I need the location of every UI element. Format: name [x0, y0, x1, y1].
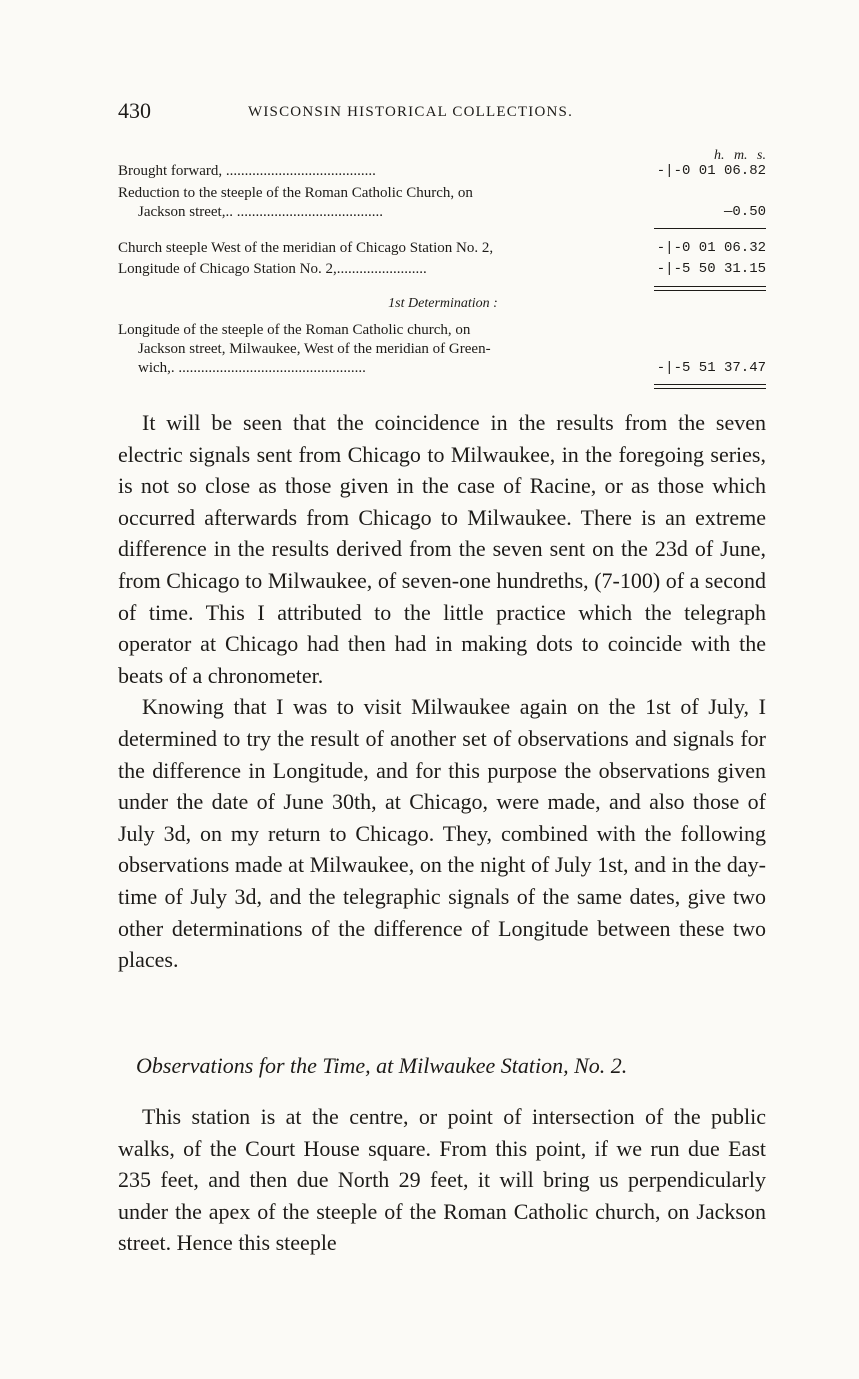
ledger-rule: [654, 384, 766, 385]
paragraph: Knowing that I was to visit Milwaukee again on the 1st of July, I determined to try the result of another set of observations and signals for the difference in Longitude, and for this purpose the observations given under the date of June 30th, at Chicago, were made, and also those of July 3d, on my return to Chicago. They, combined with the following observations made at Milwaukee, on the night of July 1st, and in the day-time of July 3d, and the telegraphic signals of the same dates, give two other determinations of the difference of Longitude between these two places.: [118, 694, 766, 973]
section-heading: Observations for the Time, at Milwaukee Station, No. 2.: [136, 1053, 628, 1078]
paragraph: It will be seen that the coincidence in the results from the seven electric signals sent from Chicago to Milwaukee, in the foregoing series, is not so close as those given in the case of Racine, or as those which occurred afterwards from Chicago to Milwaukee. There is an extreme difference in the results derived from the seven sent on the 23d of June, from Chicago to Milwaukee, of seven-one hundreths, (7-100) of a second of time. This I attributed to the little practice which the telegraph operator at Chicago had then had in making dots to coincide with the beats of a chronometer.: [118, 410, 766, 688]
body-section-2: [118, 1101, 766, 1259]
ledger-row: [118, 240, 768, 257]
ledger-rule: [654, 228, 766, 229]
determination-heading: 1st Determination :: [388, 296, 498, 311]
ledger-row: [118, 322, 768, 339]
ledger-row: [118, 341, 768, 358]
ledger-label: Longitude of Chicago Station No. 2,........................: [118, 261, 427, 277]
ledger-value: -|-5 51 37.47: [656, 360, 766, 376]
ledger-value: -|-0 01 06.82: [656, 163, 766, 179]
ledger-label: Church steeple West of the meridian of Chicago Station No. 2,: [118, 240, 494, 256]
ledger-row: [118, 163, 768, 180]
ledger-value: -|-0 01 06.32: [656, 240, 766, 256]
ledger-label: Longitude of the steeple of the Roman Catholic church, on: [118, 322, 471, 338]
ledger-label: wich,. ..................................................: [138, 360, 366, 376]
page-header: [118, 98, 768, 128]
ledger-label: Brought forward, ........................................: [118, 163, 376, 179]
column-heads: h. m. s.: [713, 148, 766, 163]
ledger-rule: [654, 388, 766, 389]
body-section-1: [118, 407, 766, 976]
ledger-label: Jackson street, Milwaukee, West of the meridian of Green-: [138, 341, 491, 357]
ledger-value: -|-5 50 31.15: [656, 261, 766, 277]
ledger-row: [118, 360, 768, 377]
paragraph: This station is at the centre, or point of intersection of the public walks, of the Court House square. From this point, if we run due East 235 feet, and then due North 29 feet, it will bring us perpendicularly under the apex of the steeple of the Roman Catholic church, on Jackson street. Hence this steeple: [118, 1104, 766, 1256]
running-title: WISCONSIN HISTORICAL COLLECTIONS.: [248, 104, 574, 120]
ledger-row: [118, 261, 768, 278]
ledger-row: [118, 204, 768, 221]
ledger-rule: [654, 290, 766, 291]
ledger-label: Jackson street,.. .......................................: [138, 204, 383, 220]
page-number: 430: [118, 98, 151, 123]
ledger-value: —0.50: [723, 204, 766, 220]
ledger-rule: [654, 286, 766, 287]
ledger-row: [118, 185, 768, 202]
ledger-label: Reduction to the steeple of the Roman Catholic Church, on: [118, 185, 473, 201]
